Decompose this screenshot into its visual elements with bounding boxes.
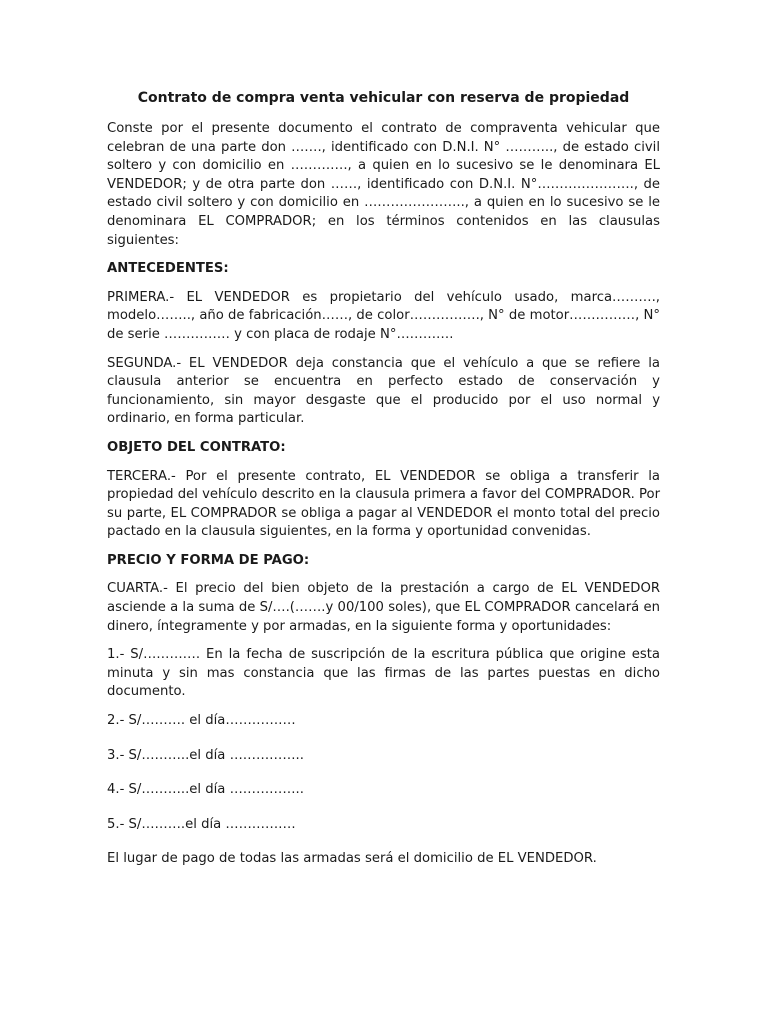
payment-item-5: 5.- S/……….el día ……………. [107, 816, 296, 832]
clause-tercera: TERCERA.- Por el presente contrato, EL VENDEDOR se obliga a transferir la propiedad del vehículo descrito en la clausula primera a favor del COMPRADOR. Por su parte, EL COMPRADOR se obliga a pagar al VENDEDOR el monto total del precio pactado en la clausula siguientes, en la forma y oportunidad convenidas. [107, 468, 660, 540]
section-heading-objeto: OBJETO DEL CONTRATO: [107, 439, 286, 455]
clause-segunda: SEGUNDA.- EL VENDEDOR deja constancia que el vehículo a que se refiere la clausula anterior se encuentra en perfecto estado de conservación y funcionamiento, sin mayor desgaste que el producido por el uso normal y ordinario, en forma particular. [107, 355, 660, 427]
clause-primera: PRIMERA.- EL VENDEDOR es propietario del vehículo usado, marca………., modelo…….., año de fabricación……, de color……………., N° de motor……………, N° de serie …………… y con placa de rodaje N°…………. [107, 289, 660, 342]
payment-location: El lugar de pago de todas las armadas será el domicilio de EL VENDEDOR. [107, 851, 597, 867]
section-heading-antecedentes: ANTECEDENTES: [107, 261, 229, 277]
clause-cuarta: CUARTA.- El precio del bien objeto de la prestación a cargo de EL VENDEDOR asciende a la suma de S/….(…….y 00/100 soles), que EL COMPRADOR cancelará en dinero, íntegramente y por armadas, en la siguiente forma y oportunidades: [107, 581, 660, 634]
intro-paragraph: Conste por el presente documento el contrato de compraventa vehicular que celebran de una parte don ……., identificado con D.N.I. N° ……….., de estado civil soltero y con domicilio en …………., a quien en lo sucesivo se le denominara EL VENDEDOR; y de otra parte don ……, identificado con D.N.I. N°…………………., de estado civil soltero y con domicilio en ………………….., a quien en lo sucesivo se le denominara EL COMPRADOR; en los términos contenidos en las clausulas siguientes: [107, 121, 660, 248]
payment-item-2: 2.- S/………. el día……………. [107, 713, 296, 729]
section-heading-precio: PRECIO Y FORMA DE PAGO: [107, 552, 310, 568]
document-title: Contrato de compra venta vehicular con reserva de propiedad [137, 90, 630, 106]
payment-item-4: 4.- S/………..el día …………….. [107, 782, 304, 798]
payment-item-1: 1.- S/…………. En la fecha de suscripción de la escritura pública que origine esta minuta y sin mas constancia que las firmas de las partes puestas en dicho documento. [107, 647, 660, 700]
document-body [107, 88, 660, 879]
payment-item-3: 3.- S/………..el día …………….. [107, 747, 304, 763]
